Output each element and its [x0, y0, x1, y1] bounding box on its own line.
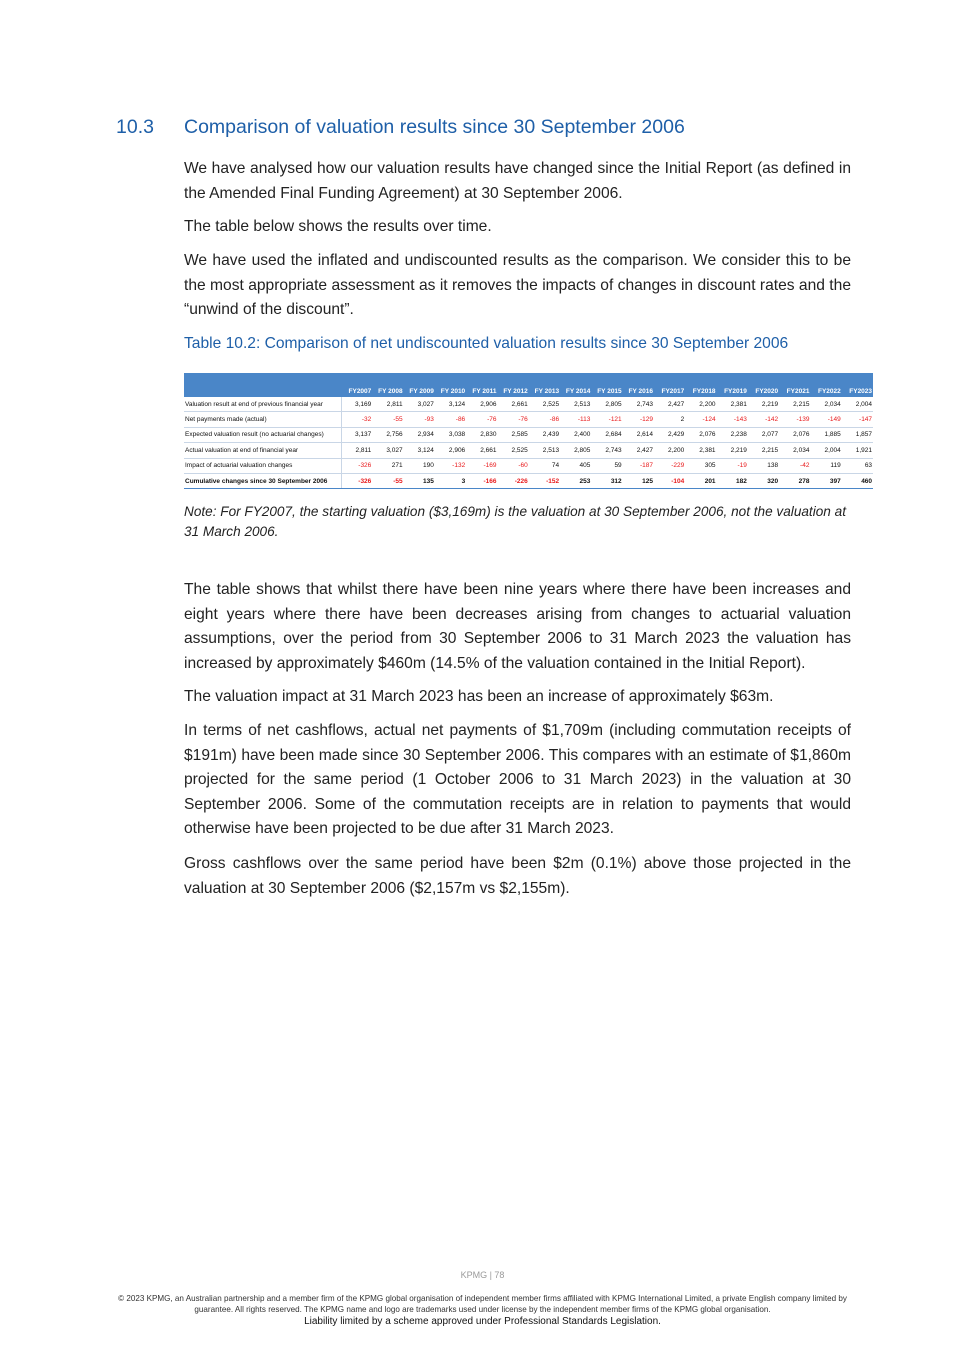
table-cell: 125: [623, 473, 654, 488]
page-number: KPMG | 78: [460, 1270, 505, 1280]
table-cell: 3,124: [404, 443, 435, 458]
table-cell: 74: [529, 458, 560, 473]
table-cell: 2,427: [623, 443, 654, 458]
table-cell: -149: [810, 412, 841, 427]
table-row: [184, 412, 873, 427]
table-cell: -32: [341, 412, 372, 427]
table-cell: -19: [717, 458, 748, 473]
table-cell: -169: [466, 458, 497, 473]
table-cell: 2,219: [748, 397, 779, 412]
table-cell: 2,811: [341, 443, 372, 458]
table-cell: 63: [842, 458, 873, 473]
table-cell: -124: [685, 412, 716, 427]
table-cell: 2,381: [717, 397, 748, 412]
table-cell: 3,169: [341, 397, 372, 412]
table-header-row: [184, 373, 873, 397]
table-cell: 2,525: [497, 443, 528, 458]
column-header: FY 2015: [591, 373, 622, 397]
column-header: FY 2012: [497, 373, 528, 397]
table-cell: 2,743: [591, 443, 622, 458]
table-cell: -55: [372, 412, 403, 427]
table-cell: -113: [560, 412, 591, 427]
row-label: Valuation result at end of previous financial year: [184, 397, 341, 412]
body-paragraph-1: [184, 578, 851, 676]
table-cell: 3,124: [435, 397, 466, 412]
table-cell: 2,238: [717, 427, 748, 442]
table-cell: 305: [685, 458, 716, 473]
table-cell: -326: [341, 458, 372, 473]
table-cell: 2,513: [529, 443, 560, 458]
paragraph-text: The table below shows the results over time.: [184, 218, 492, 235]
table-cell: 2,805: [560, 443, 591, 458]
column-header: FY2021: [779, 373, 810, 397]
table-cell: 253: [560, 473, 591, 488]
table-cell: -187: [623, 458, 654, 473]
column-header: FY2020: [748, 373, 779, 397]
table-cell: -86: [529, 412, 560, 427]
row-label: Impact of actuarial valuation changes: [184, 458, 341, 473]
column-header: FY2007: [341, 373, 372, 397]
table-cell: 320: [748, 473, 779, 488]
table-cell: -166: [466, 473, 497, 488]
table-cell: 2,381: [685, 443, 716, 458]
table-cell: 3,137: [341, 427, 372, 442]
paragraph-text: We have analysed how our valuation results have changed since the Initial Report (as defined in the Amended Final Funding Agreement) at 30 September 2006.: [184, 160, 851, 202]
table-cell: 119: [810, 458, 841, 473]
table-note: [184, 502, 851, 542]
table-cell: -326: [341, 473, 372, 488]
table-cell: 397: [810, 473, 841, 488]
table-caption: [184, 332, 851, 356]
table-cell: 2,215: [748, 443, 779, 458]
table-cell: 2,513: [560, 397, 591, 412]
footer-liability-text: Liability limited by a scheme approved under Professional Standards Legislation.: [304, 1316, 661, 1327]
body-paragraph-4: [184, 852, 851, 901]
table-row: [184, 458, 873, 473]
table-cell: -147: [842, 412, 873, 427]
table-cell: 138: [748, 458, 779, 473]
table-cell: 2,076: [779, 427, 810, 442]
column-header: FY 2010: [435, 373, 466, 397]
row-label: Expected valuation result (no actuarial changes): [184, 427, 341, 442]
paragraph-text: In terms of net cashflows, actual net payments of $1,709m (including commutation receipts of $191m) have been made since 30 September 2006. This compares with an estimate of $1,860m projected for the same period (1 October 2006 to 31 March 2023) in the valuation at 30 September 2006. Some of the commutation receipts are in relation to payments that would otherwise have been projected to be due after 31 March 2023.: [184, 722, 851, 837]
table-cell: 2,427: [654, 397, 685, 412]
table-cell: 2,077: [748, 427, 779, 442]
table-cell: 2,200: [654, 443, 685, 458]
intro-paragraph-3: [184, 249, 851, 323]
table-cell: 3: [435, 473, 466, 488]
section-title: Comparison of valuation results since 30 September 2006: [184, 116, 685, 138]
column-header: FY 2009: [404, 373, 435, 397]
table-cell: 2,034: [779, 443, 810, 458]
column-header: FY 2011: [466, 373, 497, 397]
table-cell: 2,439: [529, 427, 560, 442]
header-blank: [184, 373, 341, 397]
table-row: [184, 443, 873, 458]
note-text: Note: For FY2007, the starting valuation ($3,169m) is the valuation at 30 September 2006, not the valuation at 31 March 2006.: [184, 504, 846, 539]
table-cell: 1,921: [842, 443, 873, 458]
table-cell: -55: [372, 473, 403, 488]
table-cell: 2,756: [372, 427, 403, 442]
table-cell: 312: [591, 473, 622, 488]
table-cell: -229: [654, 458, 685, 473]
table-cell: 2,805: [591, 397, 622, 412]
table-cell: 2,525: [529, 397, 560, 412]
intro-paragraph-2: [184, 215, 851, 240]
table-cell: -142: [748, 412, 779, 427]
column-header: FY2019: [717, 373, 748, 397]
table-cell: 460: [842, 473, 873, 488]
column-header: FY 2014: [560, 373, 591, 397]
column-header: FY 2013: [529, 373, 560, 397]
table-cell: 2,400: [560, 427, 591, 442]
footer-legal-text: © 2023 KPMG, an Australian partnership and a member firm of the KPMG global organisation of independent member firms affiliated with KPMG International Limited, a private English company limited by guarantee. All rights reserved. The KPMG name and logo are trademarks used under license by the independent member firms of the KPMG global organisation.: [118, 1294, 847, 1314]
table-cell: -132: [435, 458, 466, 473]
table-cell: 2,076: [685, 427, 716, 442]
table-row: [184, 397, 873, 412]
paragraph-text: Gross cashflows over the same period have been $2m (0.1%) above those projected in the valuation at 30 September 2006 ($2,157m vs $2,155m).: [184, 855, 851, 897]
table-cell: 190: [404, 458, 435, 473]
table-cell: 2,684: [591, 427, 622, 442]
table-cell: -86: [435, 412, 466, 427]
table-cell: 2: [654, 412, 685, 427]
table-row: [184, 473, 873, 488]
paragraph-text: We have used the inflated and undiscounted results as the comparison. We consider this to be the most appropriate assessment as it removes the impacts of changes in discount rates and the “unwind of the discount”.: [184, 252, 851, 318]
table-cell: -143: [717, 412, 748, 427]
intro-paragraph-1: [184, 157, 851, 206]
table-cell: 201: [685, 473, 716, 488]
table-cell: 3,027: [404, 397, 435, 412]
table-cell: 3,027: [372, 443, 403, 458]
row-label: Cumulative changes since 30 September 2006: [184, 473, 341, 488]
table-cell: 182: [717, 473, 748, 488]
table-cell: -121: [591, 412, 622, 427]
table-cell: 405: [560, 458, 591, 473]
table-cell: -129: [623, 412, 654, 427]
table-cell: 278: [779, 473, 810, 488]
table-cell: 59: [591, 458, 622, 473]
table-cell: -60: [497, 458, 528, 473]
row-label: Net payments made (actual): [184, 412, 341, 427]
table-cell: 2,219: [717, 443, 748, 458]
table-cell: -104: [654, 473, 685, 488]
table-cell: 2,830: [466, 427, 497, 442]
caption-text: Table 10.2: Comparison of net undiscounted valuation results since 30 September 2006: [184, 335, 789, 352]
table-cell: 135: [404, 473, 435, 488]
table-cell: 2,661: [466, 443, 497, 458]
column-header: FY2018: [685, 373, 716, 397]
table-cell: 1,885: [810, 427, 841, 442]
paragraph-text: The table shows that whilst there have been nine years where there have been increases and eight years where there have been decreases arising from changes to actuarial valuation assumptions, over the period from 30 September 2006 to 31 March 2023 the valuation has increased by approximately $460m (14.5% of the valuation contained in the Initial Report).: [184, 581, 851, 672]
table-cell: 3,038: [435, 427, 466, 442]
table-cell: 2,811: [372, 397, 403, 412]
column-header: FY2017: [654, 373, 685, 397]
table-cell: 2,034: [810, 397, 841, 412]
paragraph-text: The valuation impact at 31 March 2023 has been an increase of approximately $63m.: [184, 688, 774, 705]
column-header: FY2022: [810, 373, 841, 397]
table-cell: -152: [529, 473, 560, 488]
table-cell: 2,429: [654, 427, 685, 442]
table-cell: 2,934: [404, 427, 435, 442]
table-cell: 2,906: [466, 397, 497, 412]
table-cell: 2,906: [435, 443, 466, 458]
table-cell: 2,661: [497, 397, 528, 412]
table-cell: 2,585: [497, 427, 528, 442]
section-heading: [116, 116, 876, 139]
row-label: Actual valuation at end of financial year: [184, 443, 341, 458]
table-cell: 2,743: [623, 397, 654, 412]
table-cell: -42: [779, 458, 810, 473]
table-cell: 2,614: [623, 427, 654, 442]
table-cell: 2,004: [842, 397, 873, 412]
table-cell: -226: [497, 473, 528, 488]
table-row: [184, 427, 873, 442]
table-cell: 1,857: [842, 427, 873, 442]
table-cell: 2,200: [685, 397, 716, 412]
body-paragraph-2: [184, 685, 851, 710]
column-header: FY 2016: [623, 373, 654, 397]
section-number: 10.3: [116, 116, 154, 138]
table-cell: -139: [779, 412, 810, 427]
body-paragraph-3: [184, 719, 851, 842]
table-cell: 271: [372, 458, 403, 473]
table-cell: -76: [497, 412, 528, 427]
valuation-results-table: [184, 373, 873, 489]
table-cell: 2,004: [810, 443, 841, 458]
table-cell: -93: [404, 412, 435, 427]
table-cell: -76: [466, 412, 497, 427]
column-header: FY2023: [842, 373, 873, 397]
table-cell: 2,215: [779, 397, 810, 412]
column-header: FY 2008: [372, 373, 403, 397]
